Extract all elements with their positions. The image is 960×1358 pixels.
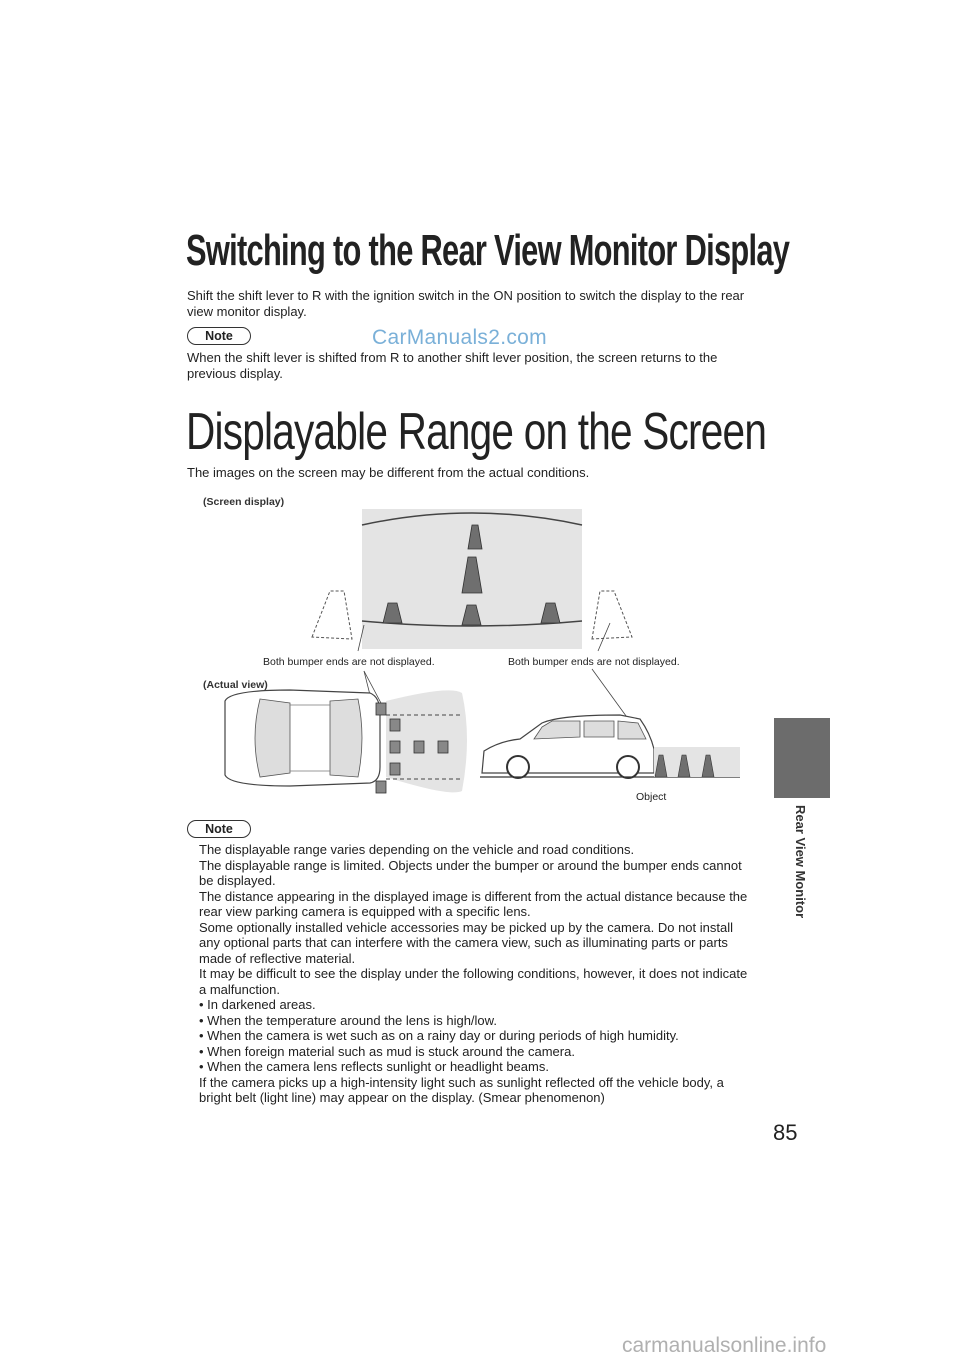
section1-body: Shift the shift lever to R with the ignition switch in the ON position to switch the display to the rear view monitor display.	[187, 288, 745, 319]
note-item: • When foreign material such as mud is stuck around the camera.	[199, 1043, 575, 1059]
hidden-cone-icon	[312, 591, 352, 639]
note-list	[199, 842, 749, 1106]
note-item: • In darkened areas.	[199, 997, 316, 1012]
car-top-view	[225, 690, 380, 786]
section2-intro: The images on the screen may be different from the actual conditions.	[187, 465, 590, 480]
section-title-displayable-range: Displayable Range on the Screen	[186, 403, 767, 461]
note-item: Some optionally installed vehicle accessories may be picked up by the camera. Do not install any optional parts that can interfere with the camera view, such as illuminating parts or parts made of reflective material.	[199, 919, 733, 966]
caption-right: Both bumper ends are not displayed.	[508, 656, 680, 668]
screen-display-panel	[312, 509, 632, 649]
note-item: The displayable range varies depending on the vehicle and road conditions.	[199, 842, 635, 857]
note-item: It may be difficult to see the display under the following conditions, however, it does not indicate a malfunction.	[199, 966, 748, 997]
note-badge: Note	[187, 327, 251, 345]
section-title-switching: Switching to the Rear View Monitor Display	[186, 226, 790, 275]
note-item: The distance appearing in the displayed image is different from the actual distance because the rear view parking camera is equipped with a specific lens.	[199, 888, 748, 919]
chapter-tab	[774, 718, 830, 798]
note-item: • When the camera is wet such as on a rainy day or during periods of high humidity.	[199, 1028, 679, 1043]
chapter-tab-label: Rear View Monitor	[793, 805, 808, 919]
range-diagram	[180, 505, 740, 805]
note-item: If the camera picks up a high-intensity light such as sunlight reflected off the vehicle body, a bright belt (light line) may appear on the display. (Smear phenomenon)	[199, 1074, 724, 1105]
page-number: 85	[773, 1120, 798, 1145]
note-badge: Note	[187, 820, 251, 838]
footer-watermark: carmanualsonline.info	[622, 1334, 827, 1357]
note-item: The displayable range is limited. Objects under the bumper or around the bumper ends cannot be displayed.	[199, 857, 742, 888]
note-item: • When the temperature around the lens is high/low.	[199, 1012, 497, 1028]
car-side-view	[480, 715, 740, 778]
actual-view-label: (Actual view)	[203, 679, 268, 691]
section1-note-text: When the shift lever is shifted from R to another shift lever position, the screen returns to the previous display.	[187, 350, 718, 381]
watermark-text: CarManuals2.com	[372, 326, 547, 349]
caption-left: Both bumper ends are not displayed.	[263, 656, 435, 668]
note-item: • When the camera lens reflects sunlight or headlight beams.	[199, 1059, 549, 1074]
screen-display-label: (Screen display)	[203, 496, 285, 508]
hidden-cone-icon	[592, 591, 632, 639]
object-label: Object	[636, 791, 667, 803]
